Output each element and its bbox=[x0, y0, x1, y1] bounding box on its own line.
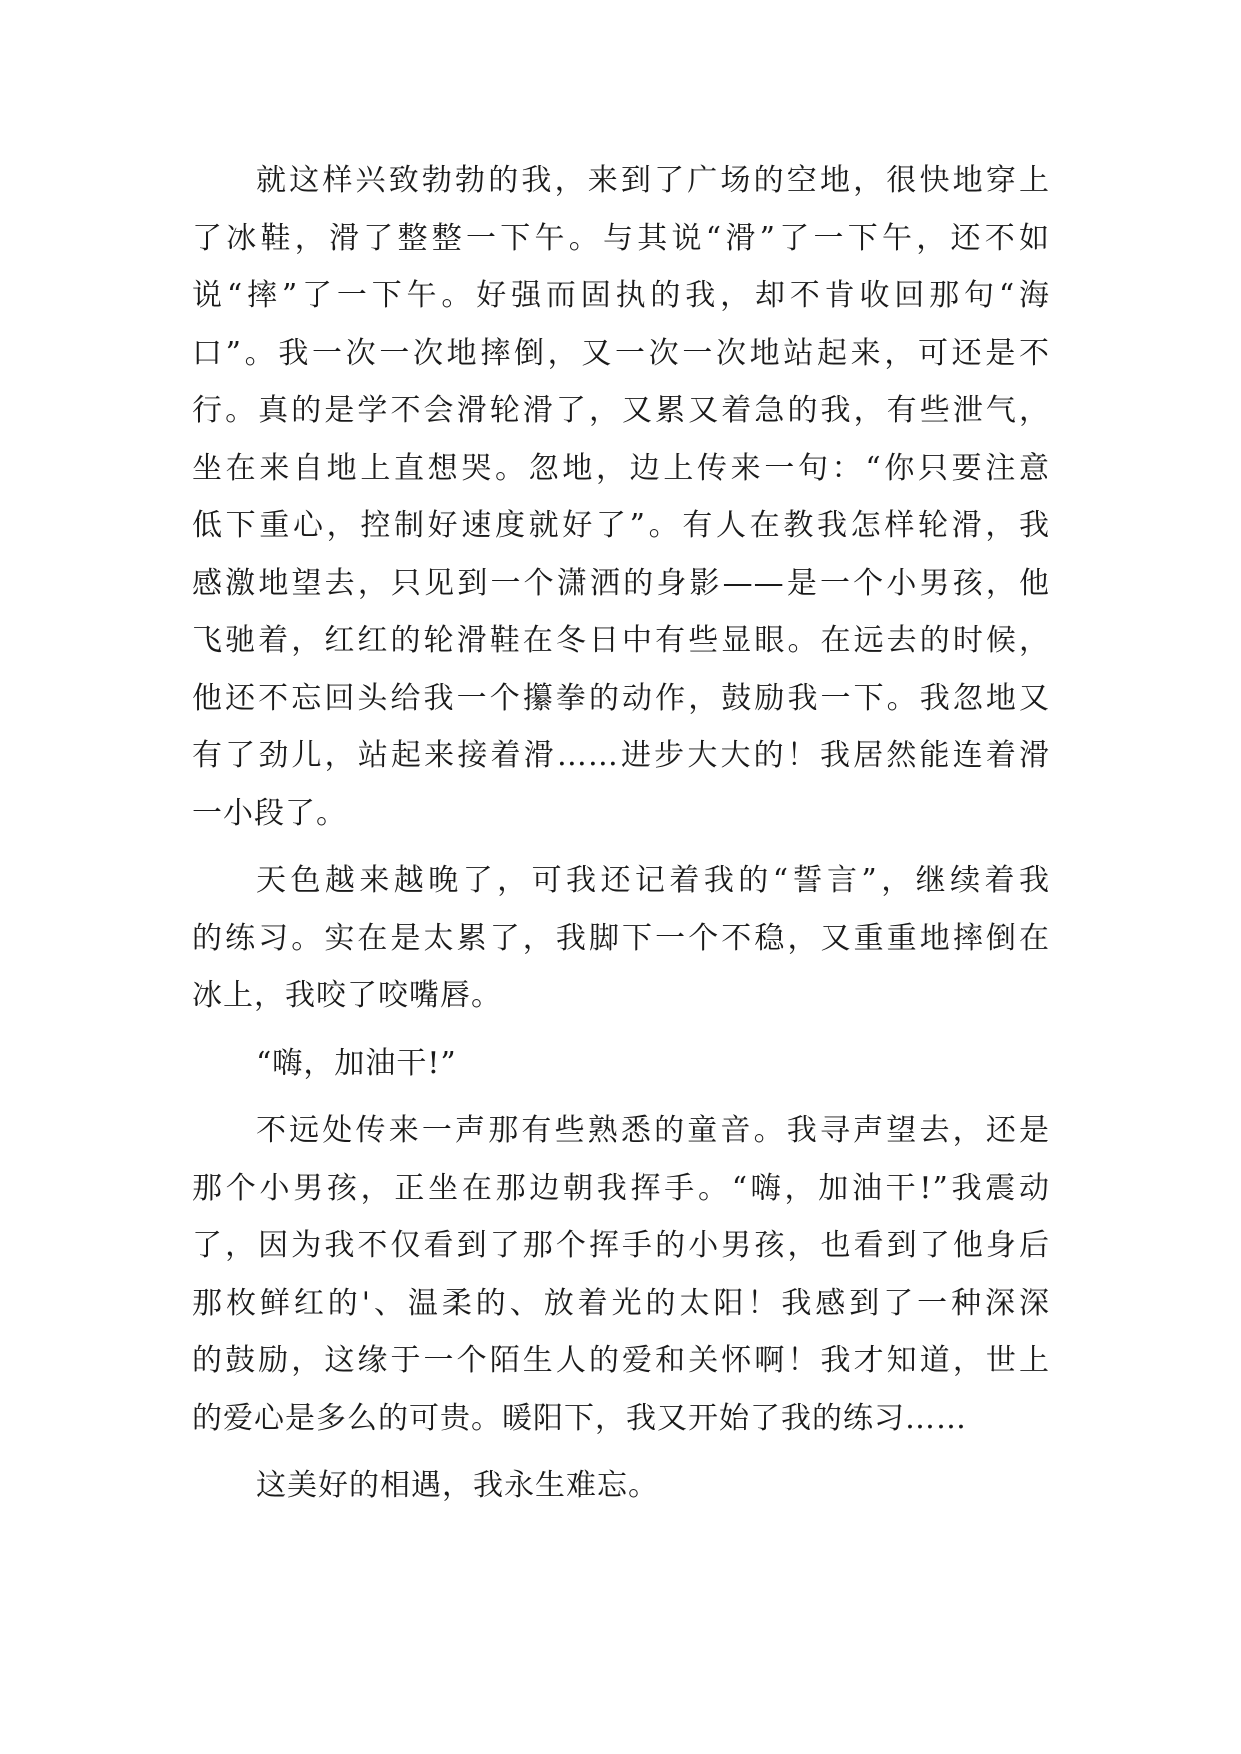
text-line: “嗨，加油干!” bbox=[256, 1045, 457, 1081]
text-line: 的练习。实在是太累了，我脚下一个不稳，又重重地摔倒在 bbox=[192, 920, 1050, 956]
text-line: 感激地望去，只见到一个潇洒的身影——是一个小男孩，他 bbox=[192, 565, 1050, 601]
text-line: 那个小男孩，正坐在那边朝我挥手。“嗨，加油干!”我震动 bbox=[192, 1170, 1050, 1206]
text-line: 就这样兴致勃勃的我，来到了广场的空地，很快地穿上 bbox=[256, 163, 1050, 198]
text-line: 那枚鲜红的'、温柔的、放着光的太阳！我感到了一种深深 bbox=[192, 1285, 1050, 1321]
text-line: 的爱心是多么的可贵。暖阳下，我又开始了我的练习…… bbox=[192, 1400, 967, 1436]
text-line: 有了劲儿，站起来接着滑……进步大大的！我居然能连着滑 bbox=[192, 738, 1050, 773]
text-line: 天色越来越晚了，可我还记着我的“誓言”，继续着我 bbox=[256, 863, 1050, 898]
text-line: 飞驰着，红红的轮滑鞋在冬日中有些显眼。在远去的时候， bbox=[192, 623, 1050, 658]
text-line: 说“摔”了一下午。好强而固执的我，却不肯收回那句“海 bbox=[192, 278, 1050, 313]
text-line: 低下重心，控制好速度就好了”。有人在教我怎样轮滑，我 bbox=[192, 508, 1050, 543]
text-line: 了冰鞋，滑了整整一下午。与其说“滑”了一下午，还不如 bbox=[192, 220, 1050, 256]
text-line: 冰上，我咬了咬嘴唇。 bbox=[192, 978, 502, 1013]
text-line: 行。真的是学不会滑轮滑了，又累又着急的我，有些泄气， bbox=[192, 393, 1050, 428]
text-line: 他还不忘回头给我一个攥拳的动作，鼓励我一下。我忽地又 bbox=[192, 680, 1050, 716]
text-line: 的鼓励，这缘于一个陌生人的爱和关怀啊！我才知道，世上 bbox=[192, 1343, 1050, 1378]
text-line: 了，因为我不仅看到了那个挥手的小男孩，也看到了他身后 bbox=[192, 1228, 1050, 1263]
text-line: 一小段了。 bbox=[192, 795, 347, 831]
text-line: 坐在来自地上直想哭。忽地，边上传来一句：“你只要注意 bbox=[192, 450, 1050, 486]
text-line: 这美好的相遇，我永生难忘。 bbox=[256, 1468, 659, 1503]
text-line: 不远处传来一声那有些熟悉的童音。我寻声望去，还是 bbox=[256, 1113, 1050, 1148]
document-body bbox=[192, 152, 1050, 1515]
text-line: 口”。我一次一次地摔倒，又一次一次地站起来，可还是不 bbox=[192, 335, 1050, 371]
